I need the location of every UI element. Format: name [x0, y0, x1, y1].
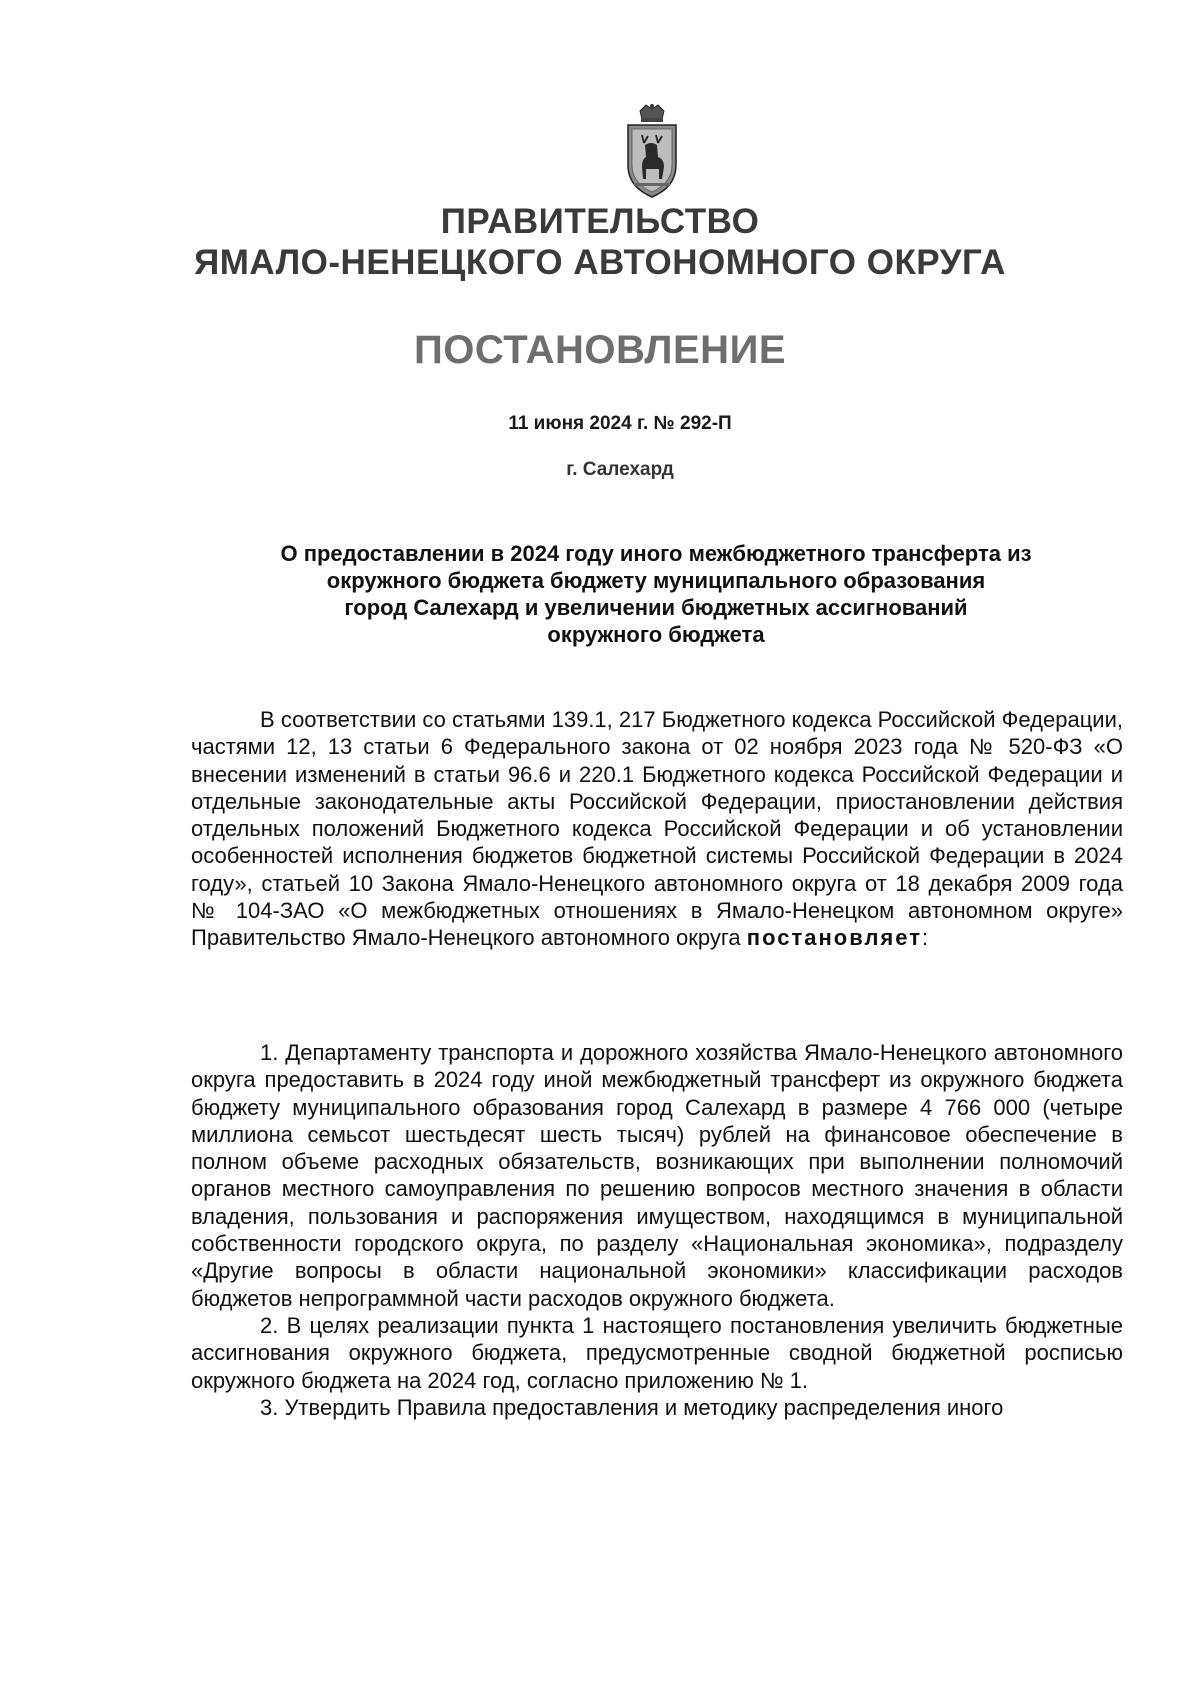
subject-line: город Салехард и увеличении бюджетных ассигнований	[344, 595, 968, 620]
document-type-title: ПОСТАНОВЛЕНИЕ	[413, 328, 786, 372]
decree-point-2: 2. В целях реализации пункта 1 настоящего постановления увеличить бюджетные ассигнования окружного бюджета, предусмотренные сводной бюджетной росписью окружного бюджета на 2024 год, согласно приложению № 1.	[191, 1312, 1123, 1393]
preamble-paragraph	[191, 706, 1123, 952]
document-place: г. Салехард	[566, 459, 674, 480]
decree-point-3: 3. Утвердить Правила предоставления и методику распределения иного	[260, 1394, 1004, 1420]
decree-points	[191, 1039, 1123, 1421]
subject-line: окружного бюджета бюджету муниципального образования	[326, 568, 986, 593]
government-name-line-2: ЯМАЛО-НЕНЕЦКОГО АВТОНОМНОГО ОКРУГА	[194, 243, 1006, 282]
subject-line: О предоставлении в 2024 году иного межбюджетного трансферта из	[280, 541, 1032, 566]
coat-of-arms-yamal-icon	[618, 103, 686, 201]
government-name-line-1: ПРАВИТЕЛЬСТВО	[440, 202, 760, 241]
document-subject	[200, 540, 1112, 648]
decree-keyword: постановляет	[746, 925, 922, 951]
preamble-end: :	[921, 925, 929, 951]
subject-line: окружного бюджета	[547, 622, 765, 647]
decree-point-1: 1. Департаменту транспорта и дорожного хозяйства Ямало-Ненецкого автономного округа предоставить в 2024 году иной межбюджетный трансферт из окружного бюджета бюджету муниципального образования город Салехард в размере 4 766 000 (четыре миллиона семьсот шестьдесят шесть тысяч) рублей на финансовое обеспечение в полном объеме расходных обязательств, возникающих при выполнении полномочий органов местного самоуправления по решению вопросов местного значения в области владения, пользования и распоряжения имуществом, находящимся в муниципальной собственности городского округа, по разделу «Национальная экономика», подразделу «Другие вопросы в области национальной экономики» классификации расходов бюджетов непрограммной части расходов окружного бюджета.	[191, 1040, 1123, 1311]
document-date-number: 11 июня 2024 г. № 292-П	[508, 413, 732, 434]
preamble-block	[191, 706, 1123, 952]
preamble-text: В соответствии со статьями 139.1, 217 Бюджетного кодекса Российской Федерации, частями 12, 13 статьи 6 Федерального закона от 02 ноября 2023 года № 520-ФЗ «О внесении изменений в статьи 96.6 и 220.1 Бюджетного кодекса Российской Федерации и отдельные законодательные акты Российской Федерации, приостановлении действия отдельных положений Бюджетного кодекса Российской Федерации и об установлении особенностей исполнения бюджетов бюджетной системы Российской Федерации в 2024 году», статьей 10 Закона Ямало-Ненецкого автономного округа от 18 декабря 2009 года № 104-ЗАО «О межбюджетных отношениях в Ямало-Ненецком автономном округе» Правительство Ямало-Ненецкого автономного округа	[191, 707, 1123, 951]
